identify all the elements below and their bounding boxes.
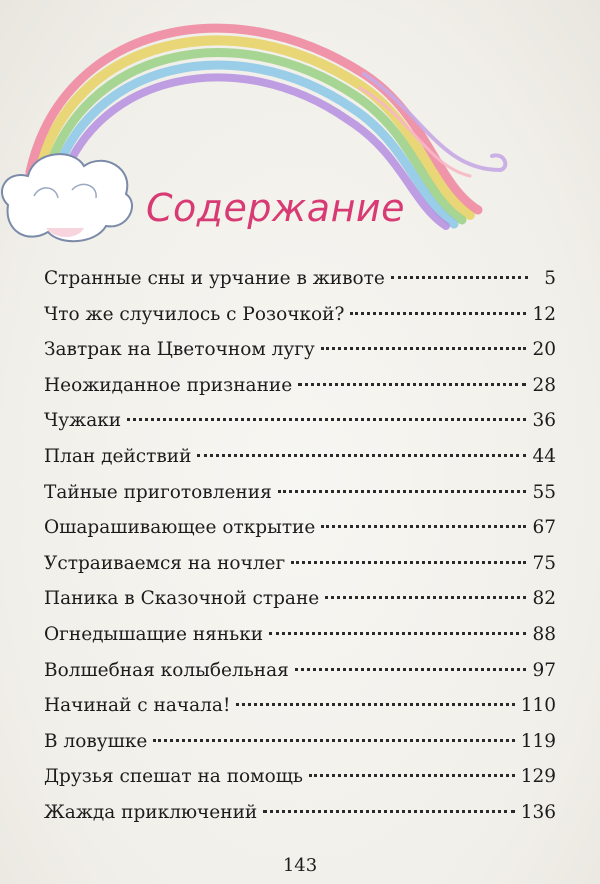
toc-entry-title: Друзья спешат на помощь xyxy=(44,766,303,788)
table-of-contents xyxy=(44,268,556,838)
toc-entry-title: Неожиданное признание xyxy=(44,374,293,396)
toc-entry-page: 136 xyxy=(520,801,556,823)
toc-entry-title: План действий xyxy=(44,445,192,467)
dot-leader xyxy=(321,347,527,350)
toc-entry-title: В ловушке xyxy=(44,730,148,752)
toc-entry[interactable] xyxy=(44,695,556,731)
toc-entry-page: 36 xyxy=(532,410,556,432)
toc-entry-page: 119 xyxy=(520,730,556,752)
toc-entry[interactable] xyxy=(44,482,556,518)
toc-entry[interactable] xyxy=(44,624,556,660)
toc-entry-title: Что же случилось с Розочкой? xyxy=(44,303,345,325)
toc-entry-page: 28 xyxy=(532,374,556,396)
toc-entry[interactable] xyxy=(44,446,556,482)
dot-leader xyxy=(127,418,526,421)
toc-entry-title: Жажда приключений xyxy=(44,801,258,823)
toc-entry-page: 20 xyxy=(532,339,556,361)
toc-entry[interactable] xyxy=(44,517,556,553)
contents-title: Содержание xyxy=(146,186,405,230)
cloud-icon xyxy=(2,154,132,241)
toc-entry-page: 5 xyxy=(544,268,556,289)
toc-entry-page: 75 xyxy=(532,552,556,574)
toc-entry-page: 44 xyxy=(532,445,556,467)
toc-entry-title: Странные сны и урчание в животе xyxy=(44,268,385,289)
toc-entry[interactable] xyxy=(44,766,556,802)
dot-leader xyxy=(309,774,515,777)
toc-entry-page: 97 xyxy=(532,659,556,681)
toc-entry[interactable] xyxy=(44,304,556,340)
toc-entry-title: Огнедышащие няньки xyxy=(44,623,264,645)
dot-leader xyxy=(153,739,514,742)
toc-entry-page: 12 xyxy=(532,303,556,325)
toc-entry[interactable] xyxy=(44,660,556,696)
toc-entry-title: Паника в Сказочной стране xyxy=(44,588,320,610)
dot-leader xyxy=(263,810,514,813)
toc-entry-title: Ошарашивающее открытие xyxy=(44,517,316,539)
dot-leader xyxy=(350,312,526,315)
dot-leader xyxy=(269,632,526,635)
toc-entry[interactable] xyxy=(44,410,556,446)
toc-entry-page: 129 xyxy=(520,766,556,788)
dot-leader xyxy=(278,490,527,493)
dot-leader xyxy=(236,703,514,706)
toc-entry-page: 88 xyxy=(532,623,556,645)
toc-entry-title: Завтрак на Цветочном лугу xyxy=(44,339,315,361)
dot-leader xyxy=(295,668,527,671)
toc-entry-title: Волшебная колыбельная xyxy=(44,659,289,681)
dot-leader xyxy=(325,596,526,599)
toc-entry-title: Начинай с начала! xyxy=(44,695,231,717)
dot-leader xyxy=(321,525,526,528)
toc-entry[interactable] xyxy=(44,731,556,767)
toc-entry[interactable] xyxy=(44,553,556,589)
dot-leader xyxy=(298,383,526,386)
dot-leader xyxy=(197,454,526,457)
toc-entry[interactable] xyxy=(44,802,556,838)
toc-entry-title: Чужаки xyxy=(44,410,122,432)
toc-entry[interactable] xyxy=(44,339,556,375)
toc-entry-page: 110 xyxy=(520,695,556,717)
dot-leader xyxy=(391,276,528,279)
toc-entry[interactable] xyxy=(44,268,556,304)
toc-entry-page: 82 xyxy=(532,588,556,610)
toc-entry-page: 55 xyxy=(532,481,556,503)
toc-entry[interactable] xyxy=(44,588,556,624)
toc-entry[interactable] xyxy=(44,375,556,411)
dot-leader xyxy=(291,561,526,564)
toc-entry-page: 67 xyxy=(532,517,556,539)
toc-entry-title: Устраиваемся на ночлег xyxy=(44,552,286,574)
page-number: 143 xyxy=(282,855,318,876)
toc-entry-title: Тайные приготовления xyxy=(44,481,272,503)
